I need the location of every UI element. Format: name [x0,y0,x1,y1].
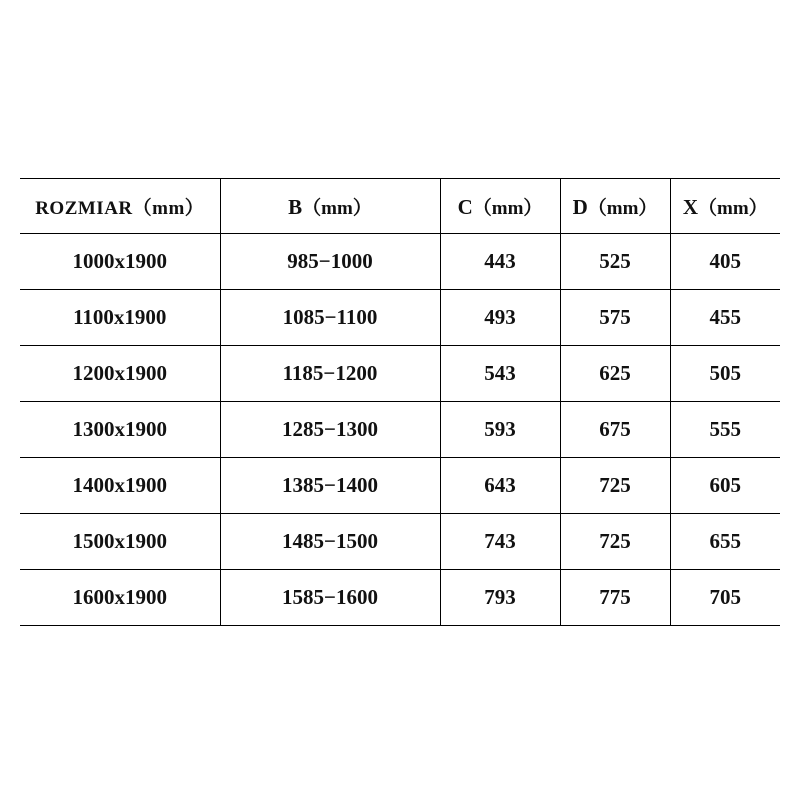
cell-b: 985−1000 [220,234,440,290]
cell-c: 543 [440,346,560,402]
column-header-rozmiar-label: ROZMIAR [35,197,133,219]
dimensions-table [20,178,780,626]
table-row [20,234,780,290]
cell-c: 643 [440,458,560,514]
cell-b: 1585−1600 [220,570,440,626]
cell-d: 575 [560,290,670,346]
cell-b: 1085−1100 [220,290,440,346]
column-header-rozmiar [20,179,220,234]
cell-b: 1285−1300 [220,402,440,458]
column-header-x-label: X [682,194,698,219]
column-header-d-unit: （mm） [587,197,658,219]
cell-b: 1485−1500 [220,514,440,570]
cell-size: 1500x1900 [20,514,220,570]
table-row [20,514,780,570]
cell-b: 1385−1400 [220,458,440,514]
cell-x: 705 [670,570,780,626]
cell-c: 443 [440,234,560,290]
table-row [20,346,780,402]
column-header-b [220,179,440,234]
cell-size: 1100x1900 [20,290,220,346]
cell-d: 775 [560,570,670,626]
column-header-x [670,179,780,234]
column-header-c-unit: （mm） [472,197,543,219]
cell-x: 505 [670,346,780,402]
cell-b: 1185−1200 [220,346,440,402]
column-header-d-label: D [572,194,588,219]
column-header-c-label: C [457,194,473,219]
cell-d: 525 [560,234,670,290]
cell-x: 455 [670,290,780,346]
cell-size: 1000x1900 [20,234,220,290]
cell-size: 1300x1900 [20,402,220,458]
cell-c: 493 [440,290,560,346]
cell-c: 743 [440,514,560,570]
cell-size: 1400x1900 [20,458,220,514]
cell-c: 593 [440,402,560,458]
column-header-d [560,179,670,234]
cell-x: 655 [670,514,780,570]
cell-c: 793 [440,570,560,626]
cell-size: 1600x1900 [20,570,220,626]
cell-x: 555 [670,402,780,458]
cell-x: 405 [670,234,780,290]
table-row [20,458,780,514]
cell-d: 625 [560,346,670,402]
cell-d: 725 [560,458,670,514]
table-row [20,402,780,458]
column-header-b-unit: （mm） [302,197,372,219]
table-row [20,290,780,346]
cell-x: 605 [670,458,780,514]
table-row [20,570,780,626]
column-header-rozmiar-unit: （mm） [132,197,205,219]
column-header-c [440,179,560,234]
cell-d: 725 [560,514,670,570]
table-header-row [20,179,780,234]
dimensions-table-container [20,178,780,626]
column-header-x-unit: （mm） [698,197,768,219]
column-header-b-label: B [288,194,303,219]
cell-size: 1200x1900 [20,346,220,402]
cell-d: 675 [560,402,670,458]
